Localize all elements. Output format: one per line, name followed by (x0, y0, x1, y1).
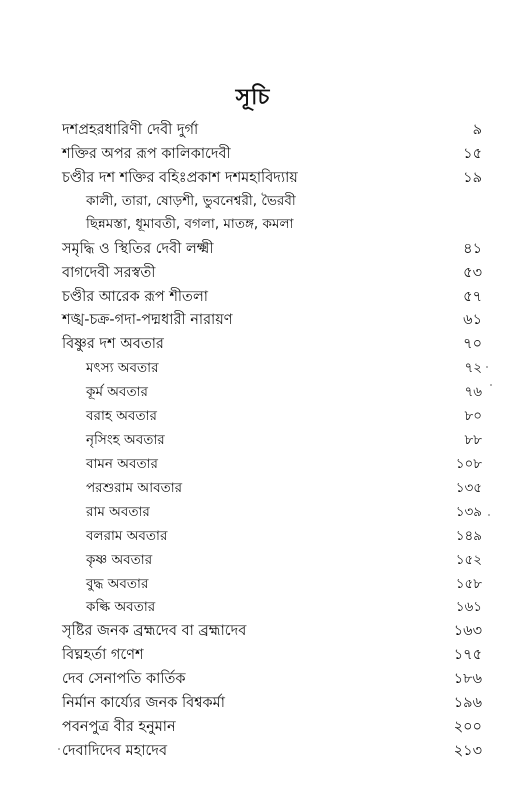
toc-entry (62, 262, 482, 284)
toc-entry-page: ৯ (472, 122, 482, 138)
toc-entry (62, 668, 482, 690)
toc-subentry (86, 525, 482, 547)
toc-entry-page: ১৯ (463, 170, 482, 186)
toc-subentry (86, 405, 482, 427)
toc-entry-title: শক্তির অপর রূপ কালিকাদেবী (62, 146, 231, 162)
toc-entry-title: কালী, তারা, ষোড়শী, ভুবনেশ্বরী, ভৈরবী (86, 193, 296, 209)
toc-entry-page: ১৫৮ (455, 576, 482, 592)
toc-entry-page: ৬১ (463, 312, 482, 328)
toc-entry-title: পবনপুত্র বীর হনুমান (62, 719, 176, 735)
toc-entry-title: বাগদেবী সরস্বতী (62, 265, 156, 281)
toc-subentry (86, 381, 482, 403)
toc-subentry (86, 573, 482, 595)
toc-subentry (86, 357, 482, 379)
toc-entry-page: ৭২ (464, 360, 482, 376)
toc-entry-page: ১৪৯ (455, 528, 482, 544)
toc-entry (62, 716, 482, 738)
toc-entry (62, 333, 482, 355)
toc-entry (62, 286, 482, 308)
toc-entry-title: বলরাম অবতার (86, 528, 168, 544)
scan-speck (486, 366, 488, 368)
toc-entry-page: ১৭৫ (453, 647, 482, 663)
toc-entry-title: কৃষ্ণ অবতার (86, 552, 153, 568)
toc-entry-page: ১৫ (463, 146, 482, 162)
toc-entry (62, 119, 482, 141)
scan-speck (490, 384, 492, 386)
toc-entry-title: দেবাদিদেব মহাদেব (62, 743, 168, 759)
toc-entry (62, 309, 482, 331)
page-title: সূচি (235, 85, 271, 110)
toc-subentry (86, 477, 482, 499)
toc-subentry (86, 596, 482, 618)
toc-entry-title: রাম অবতার (86, 504, 150, 520)
toc-subentry (86, 429, 482, 451)
toc-entry-page: ৪১ (463, 241, 482, 257)
toc-entry-page: ৮৮ (464, 432, 482, 448)
toc-entry-page: ৫৩ (463, 265, 482, 281)
toc-entry-title: বামন অবতার (86, 456, 158, 472)
toc-entry-page: ১৬৩ (453, 623, 482, 639)
toc-entry-title: কূর্ম অবতার (86, 384, 148, 400)
toc-entry (62, 620, 482, 642)
toc-entry-title: মৎস্য অবতার (86, 360, 159, 376)
toc-entry-title: বিষ্ণুর দশ অবতার (62, 336, 164, 352)
toc-subline (86, 190, 482, 212)
toc-entry-page: ৫৭ (463, 289, 482, 305)
toc-entry-page: ৭০ (463, 336, 482, 352)
toc-entry-title: বিঘ্নহর্তা গণেশ (62, 647, 144, 663)
toc-entry-title: শঙ্খ-চক্র-গদা-পদ্মধারী নারায়ণ (62, 312, 233, 328)
toc-entry-page: ৮০ (464, 408, 482, 424)
toc-entry (62, 740, 482, 762)
toc-entry (62, 167, 482, 189)
toc-subentry (86, 549, 482, 571)
toc-entry-title: নির্মান কার্য্যের জনক বিশ্বকর্মা (62, 695, 225, 711)
toc-entry-page: ১০৮ (455, 456, 482, 472)
toc-entry-title: বুদ্ধ অবতার (86, 576, 149, 592)
toc-subline (86, 213, 482, 235)
toc-entry-title: দেব সেনাপতি কার্তিক (62, 671, 186, 687)
toc-entry-title: সমৃদ্ধি ও স্থিতির দেবী লক্ষ্মী (62, 241, 214, 257)
toc-entry-page: ১৫২ (455, 552, 482, 568)
toc-subentry (86, 453, 482, 475)
toc-entry (62, 692, 482, 714)
scan-speck (58, 748, 60, 750)
toc-entry-title: ছিন্নমস্তা, ধূমাবতী, বগলা, মাতঙ্গ, কমলা (86, 216, 294, 232)
toc-entry (62, 143, 482, 165)
toc-entry-page: ১৮৬ (453, 671, 482, 687)
toc-entry-page: ১৯৬ (453, 695, 482, 711)
toc-entry-page: ১৬১ (455, 599, 482, 615)
scan-speck (488, 514, 490, 516)
toc-entry-title: পরশুরাম আবতার (86, 480, 183, 496)
toc-entry-title: চণ্ডীর আরেক রূপ শীতলা (62, 289, 208, 305)
toc-entry-title: দশপ্রহরধারিণী দেবী দুর্গা (62, 122, 199, 138)
toc-entry-title: কল্কি অবতার (86, 599, 156, 615)
toc-entry (62, 238, 482, 260)
toc-entry-title: বরাহ অবতার (86, 408, 157, 424)
toc-entry-page: ১৩৯ (455, 504, 482, 520)
toc-entry-page: ২০০ (453, 719, 482, 735)
toc-subentry (86, 501, 482, 523)
toc-entry (62, 644, 482, 666)
toc-entry-page: ২১৩ (453, 743, 482, 759)
toc-entry-title: সৃষ্টির জনক ব্রহ্মদেব বা ব্রহ্মাদেব (62, 623, 247, 639)
toc-entry-page: ১৩৫ (455, 480, 482, 496)
toc-entry-page: ৭৬ (464, 384, 482, 400)
toc-entry-title: চণ্ডীর দশ শক্তির বহিঃপ্রকাশ দশমহাবিদ্যায় (62, 170, 298, 186)
toc-entry-title: নৃসিংহ অবতার (86, 432, 165, 448)
